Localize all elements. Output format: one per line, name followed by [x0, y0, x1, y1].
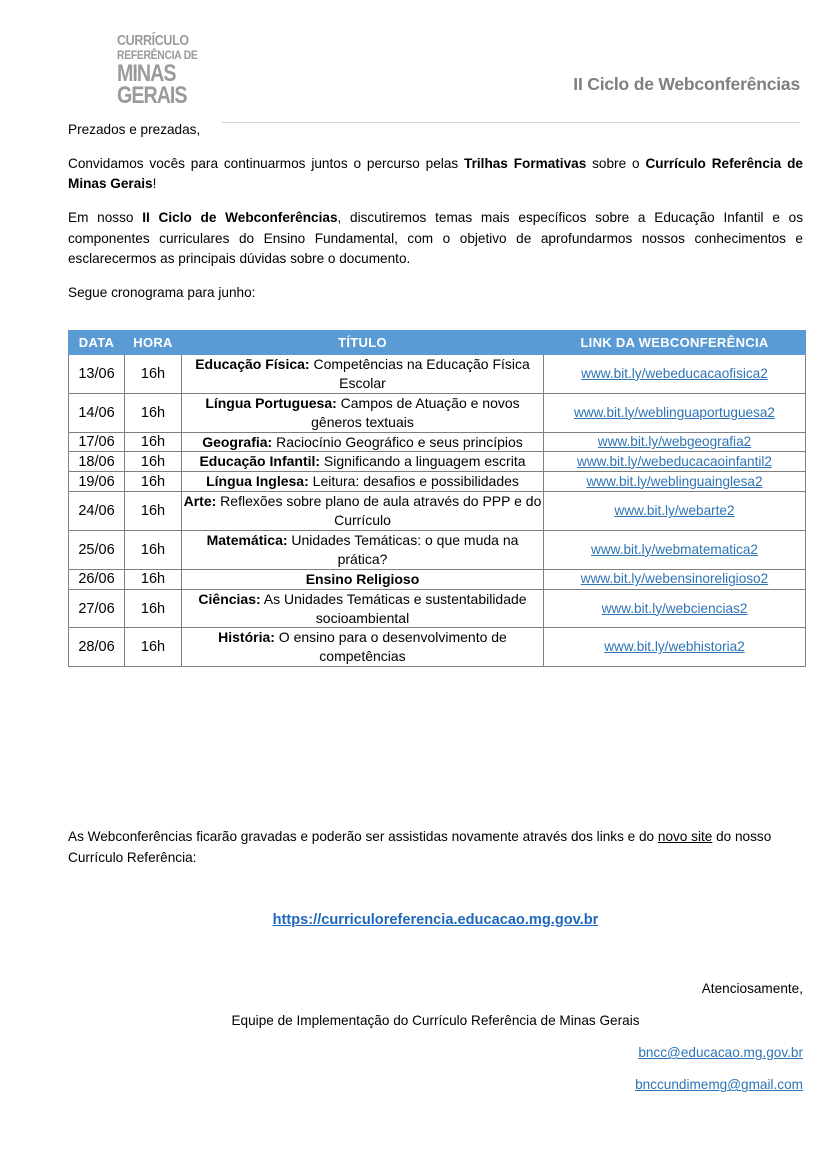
- recording-note-paragraph: [68, 826, 803, 868]
- cell-date: 18/06: [69, 452, 125, 472]
- cell-link: [544, 355, 806, 394]
- cell-date: 13/06: [69, 355, 125, 394]
- cell-title: [182, 472, 544, 492]
- column-header-hora: HORA: [125, 331, 182, 355]
- cell-title: [182, 531, 544, 570]
- webconference-link[interactable]: www.bit.ly/webciencias2: [601, 600, 748, 616]
- cell-date: 17/06: [69, 432, 125, 452]
- webconference-link[interactable]: www.bit.ly/webeducacaoinfantil2: [577, 453, 772, 469]
- column-header-titulo: TÍTULO: [182, 331, 544, 355]
- recording-text-2: do nosso Currículo Referência:: [68, 829, 772, 866]
- title-description: Raciocínio Geográfico e seus princípios: [272, 433, 523, 450]
- title-description: Significando a linguagem escrita: [320, 453, 526, 470]
- webconference-link[interactable]: www.bit.ly/webmatematica2: [591, 541, 758, 557]
- cell-link: [544, 393, 806, 432]
- contact-email-1-row: [68, 1042, 803, 1063]
- intro-section: [68, 120, 803, 317]
- closing-salutation: Atenciosamente,: [701, 981, 803, 996]
- schedule-table-body: [69, 355, 806, 667]
- cell-link: [544, 452, 806, 472]
- table-header-row: [69, 331, 806, 355]
- curriculo-site-url-link[interactable]: https://curriculoreferencia.educacao.mg.gov.br: [272, 912, 599, 929]
- ciclo-text-2: , discutiremos temas mais específicos sobre a Educação Infantil e os componentes curriculares do Ensino Fundamental, com o objetivo de aprofundarmos nossos conhecimentos e esclarecermos as principais dúvidas sobre o documento.: [68, 209, 804, 267]
- cell-time: 16h: [125, 393, 182, 432]
- cell-date: 14/06: [69, 393, 125, 432]
- cell-date: 26/06: [69, 569, 125, 589]
- webconference-link[interactable]: www.bit.ly/webeducacaofisica2: [581, 365, 768, 381]
- webconference-link[interactable]: www.bit.ly/webgeografia2: [597, 434, 752, 449]
- column-header-data: DATA: [69, 331, 125, 355]
- webconference-link[interactable]: www.bit.ly/webhistoria2: [604, 639, 745, 655]
- title-subject: Educação Infantil:: [199, 453, 321, 470]
- title-subject: Geografia:: [202, 433, 273, 450]
- contact-email-2-row: [68, 1074, 803, 1095]
- invitation-paragraph: [68, 154, 803, 195]
- logo-line-gerais: GERAIS: [117, 81, 187, 109]
- greeting-paragraph: Prezados e prezadas,: [68, 122, 201, 137]
- title-subject: Ciências:: [198, 590, 261, 607]
- cell-link: [544, 569, 806, 589]
- title-description: O ensino para o desenvolvimento de competências: [274, 629, 507, 665]
- cell-link: [544, 628, 806, 667]
- title-description: Leitura: desafios e possibilidades: [308, 473, 519, 490]
- invitation-text-1: Convidamos vocês para continuarmos juntos o percurso pelas: [68, 155, 465, 171]
- table-row: [69, 628, 806, 667]
- title-description: Campos de Atuação e novos gêneros textuais: [311, 394, 520, 430]
- novo-site-link[interactable]: novo site: [657, 829, 713, 844]
- table-row: [69, 589, 806, 628]
- ciclo-description-paragraph: [68, 208, 803, 270]
- table-row: [69, 531, 806, 570]
- logo-line-minas: MINAS: [117, 59, 176, 87]
- cell-time: 16h: [125, 452, 182, 472]
- title-subject: História:: [218, 629, 275, 646]
- cell-time: 16h: [125, 531, 182, 570]
- curriculo-minas-gerais-logo: [117, 34, 247, 108]
- title-subject: Educação Física:: [195, 356, 310, 372]
- document-header: [0, 33, 826, 109]
- table-row: [69, 492, 806, 531]
- cell-time: 16h: [125, 628, 182, 667]
- logo-line-referencia: REFERÊNCIA DE: [117, 47, 198, 62]
- curriculo-referencia-emphasis: Currículo Referência de Minas Gerais: [68, 155, 803, 192]
- cell-title: [182, 355, 544, 394]
- cell-link: [544, 589, 806, 628]
- cell-date: 24/06: [69, 492, 125, 531]
- title-subject: Arte:: [183, 493, 217, 510]
- title-subject: Ensino Religioso: [305, 570, 420, 587]
- invitation-text-3: !: [152, 176, 157, 192]
- table-row: [69, 432, 806, 452]
- email-bncc-link[interactable]: bncc@educacao.mg.gov.br: [638, 1045, 803, 1061]
- cell-time: 16h: [125, 492, 182, 531]
- cell-link: [544, 531, 806, 570]
- cell-title: [182, 569, 544, 589]
- cell-time: 16h: [125, 569, 182, 589]
- cell-title: [182, 628, 544, 667]
- signoff-section: [68, 978, 803, 1106]
- table-row: [69, 569, 806, 589]
- team-name: Equipe de Implementação do Currículo Referência de Minas Gerais: [231, 1013, 640, 1029]
- title-description: Unidades Temáticas: o que muda na prática?: [287, 532, 519, 567]
- email-bnccundime-link[interactable]: bnccundimemg@gmail.com: [635, 1077, 803, 1093]
- webconference-link[interactable]: www.bit.ly/webensinoreligioso2: [580, 571, 769, 587]
- title-description: Reflexões sobre plano de aula através do PPP e do Currículo: [216, 493, 542, 529]
- invitation-text-2: sobre o: [586, 155, 646, 171]
- cell-title: [182, 492, 544, 531]
- cell-date: 19/06: [69, 472, 125, 492]
- table-row: [69, 355, 806, 394]
- title-subject: Matemática:: [206, 532, 288, 549]
- page-title: II Ciclo de Webconferências: [573, 74, 800, 94]
- title-subject: Língua Inglesa:: [206, 473, 309, 490]
- schedule-table-wrapper: [68, 330, 803, 667]
- cell-title: [182, 432, 544, 452]
- trilhas-formativas-emphasis: Trilhas Formativas: [464, 155, 587, 171]
- schedule-table-head: [69, 331, 806, 355]
- cell-title: [182, 393, 544, 432]
- cell-time: 16h: [125, 355, 182, 394]
- table-row: [69, 393, 806, 432]
- title-description: Competências na Educação Física Escolar: [309, 356, 530, 391]
- schedule-table: [68, 330, 806, 667]
- table-row: [69, 452, 806, 472]
- title-description: As Unidades Temáticas e sustentabilidade socioambiental: [260, 590, 527, 626]
- cell-time: 16h: [125, 432, 182, 452]
- webconference-link[interactable]: www.bit.ly/webarte2: [614, 503, 735, 519]
- webconference-link[interactable]: www.bit.ly/weblinguaportuguesa2: [573, 404, 775, 420]
- cell-title: [182, 589, 544, 628]
- ciclo-text-1: Em nosso: [68, 209, 143, 225]
- cell-link: [544, 472, 806, 492]
- table-row: [69, 472, 806, 492]
- cell-link: [544, 432, 806, 452]
- cronograma-lead-in: Segue cronograma para junho:: [68, 284, 256, 300]
- cell-title: [182, 452, 544, 472]
- recording-text-1: As Webconferências ficarão gravadas e poderão ser assistidas novamente através dos links e do: [68, 829, 658, 844]
- title-subject: Língua Portuguesa:: [205, 394, 337, 411]
- cell-time: 16h: [125, 472, 182, 492]
- logo-line-curriculo: CURRÍCULO: [117, 33, 189, 49]
- ciclo-webconferencias-emphasis: II Ciclo de Webconferências: [142, 209, 338, 225]
- webconference-link[interactable]: www.bit.ly/weblinguainglesa2: [586, 473, 763, 489]
- footer-section: [68, 826, 803, 928]
- cell-date: 25/06: [69, 531, 125, 570]
- column-header-link: LINK DA WEBCONFERÊNCIA: [544, 331, 806, 355]
- cell-link: [544, 492, 806, 531]
- cell-time: 16h: [125, 589, 182, 628]
- cell-date: 27/06: [69, 589, 125, 628]
- cell-date: 28/06: [69, 628, 125, 667]
